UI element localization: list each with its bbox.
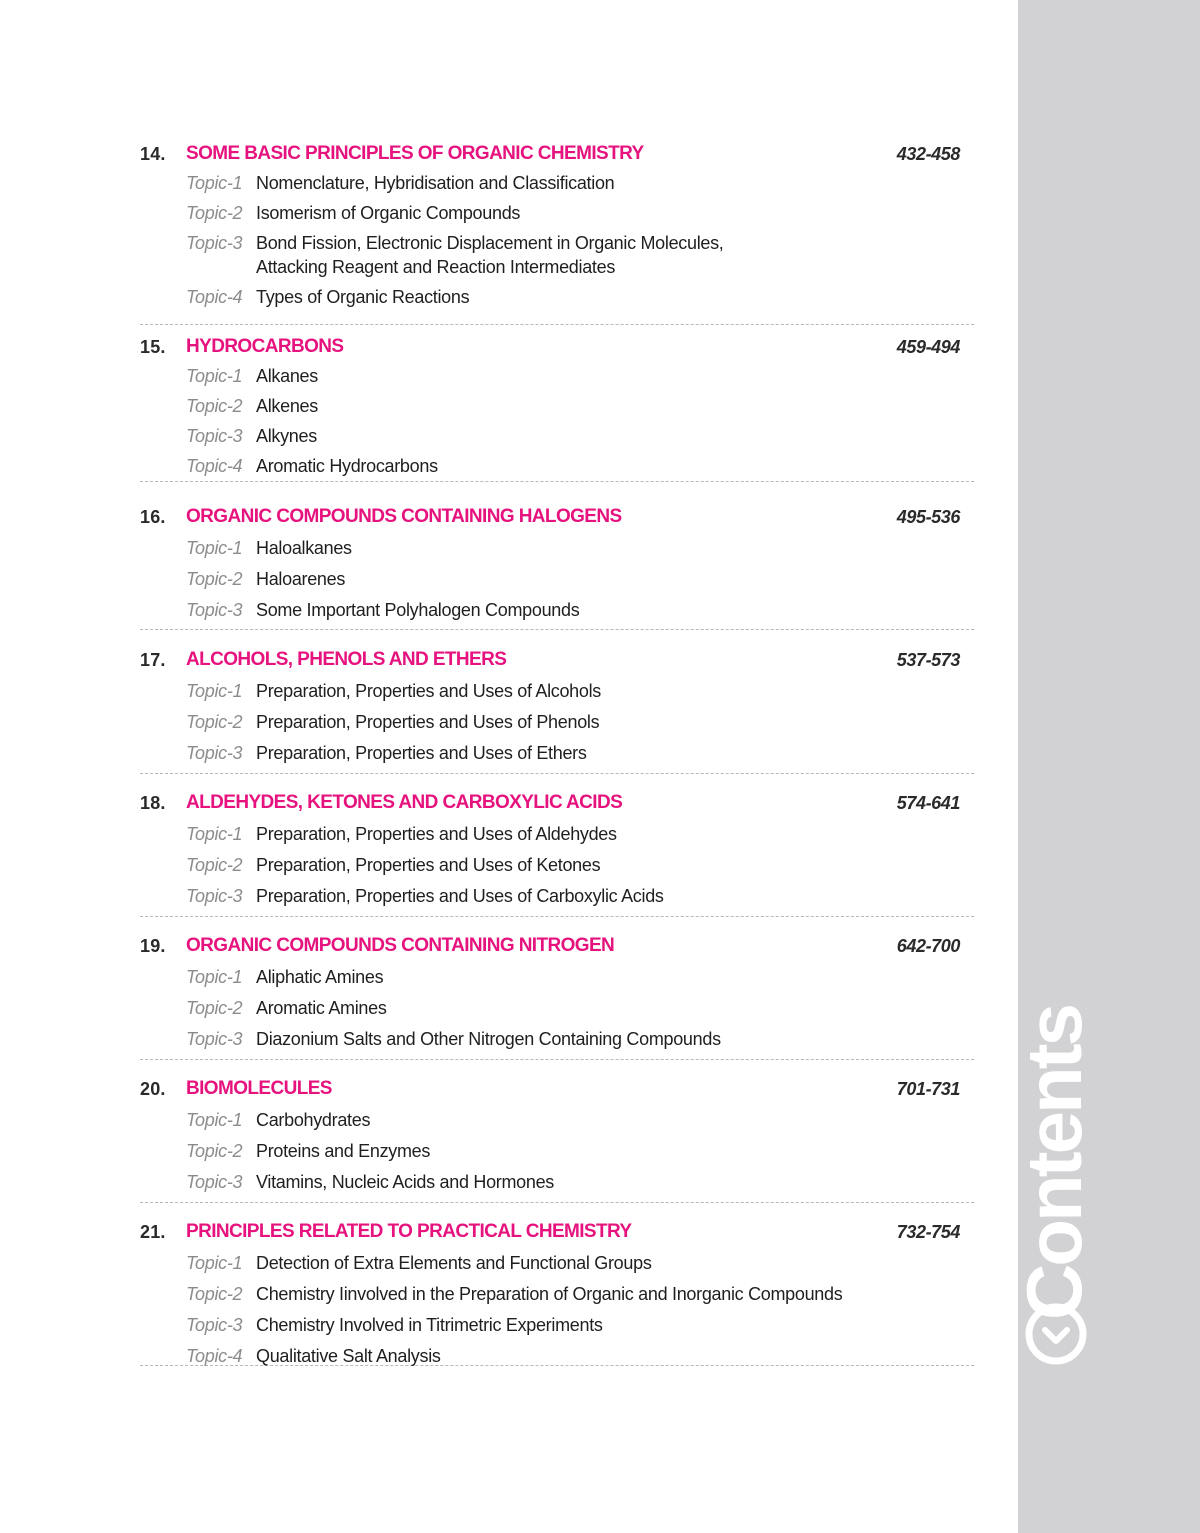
chapter-page-range: 701-731 <box>896 1079 960 1099</box>
topic-item <box>140 424 317 448</box>
chapter-page-range: 432-458 <box>896 144 960 164</box>
topic-title: Preparation, Properties and Uses of Alcohols <box>256 681 601 701</box>
chapter-entry <box>140 504 974 630</box>
chapter-header <box>140 334 974 360</box>
topic-item <box>140 1108 370 1132</box>
chapter-header <box>140 141 974 167</box>
chapter-title: BIOMOLECULES <box>186 1078 332 1099</box>
topic-title: Aromatic Amines <box>256 998 387 1018</box>
topic-title: Carbohydrates <box>256 1110 371 1130</box>
topic-label: Topic-1 <box>186 173 243 193</box>
chapter-entry <box>140 647 974 774</box>
chapter-entry <box>140 1076 974 1203</box>
topic-item <box>140 1027 721 1051</box>
topic-item <box>140 996 387 1020</box>
topic-item <box>140 1282 842 1306</box>
chapter-entry <box>140 141 974 325</box>
topic-label: Topic-2 <box>186 998 243 1018</box>
topic-title: Alkanes <box>256 366 318 386</box>
chapter-number: 18. <box>140 793 166 813</box>
chapter-header <box>140 933 974 959</box>
topic-label: Topic-3 <box>186 426 243 446</box>
topic-label: Topic-3 <box>186 743 243 763</box>
topic-title: Qualitative Salt Analysis <box>256 1346 441 1366</box>
chapter-page-range: 732-754 <box>896 1222 960 1242</box>
topic-label: Topic-3 <box>186 1315 243 1335</box>
chapter-page-range: 495-536 <box>896 507 960 527</box>
topic-label: Topic-1 <box>186 824 243 844</box>
chapter-title: ALCOHOLS, PHENOLS AND ETHERS <box>186 649 507 670</box>
topic-label: Topic-2 <box>186 712 243 732</box>
topic-title: Preparation, Properties and Uses of Ketones <box>256 855 601 875</box>
topic-item <box>140 965 383 989</box>
topic-label: Topic-4 <box>186 456 243 476</box>
topic-item <box>140 1139 430 1163</box>
chapter-entry <box>140 790 974 917</box>
topic-label: Topic-3 <box>186 233 243 253</box>
topic-label: Topic-1 <box>186 538 243 558</box>
topic-item <box>140 285 469 309</box>
topic-label: Topic-4 <box>186 1346 243 1366</box>
chapter-number: 17. <box>140 650 166 670</box>
chapter-header <box>140 1076 974 1102</box>
chapter-title: ALDEHYDES, KETONES AND CARBOXYLIC ACIDS <box>186 792 623 813</box>
chapter-header <box>140 647 974 673</box>
topic-label: Topic-1 <box>186 366 243 386</box>
topic-item <box>140 710 599 734</box>
topic-item <box>140 231 724 279</box>
topic-label: Topic-1 <box>186 967 243 987</box>
chapter-number: 14. <box>140 144 166 164</box>
topic-item <box>140 884 664 908</box>
chapter-header <box>140 1219 974 1245</box>
topic-title: Preparation, Properties and Uses of Ethers <box>256 743 587 763</box>
topic-title: Aromatic Hydrocarbons <box>256 456 438 476</box>
chapter-entry <box>140 1219 974 1366</box>
topic-title: Nomenclature, Hybridisation and Classification <box>256 173 615 193</box>
topic-label: Topic-2 <box>186 1141 243 1161</box>
topic-label: Topic-3 <box>186 1172 243 1192</box>
topic-item <box>140 853 600 877</box>
topic-title: Preparation, Properties and Uses of Aldehydes <box>256 824 617 844</box>
chapter-number: 15. <box>140 337 166 357</box>
topic-title: Haloarenes <box>256 569 346 589</box>
topic-item <box>140 1313 603 1337</box>
topic-title: Proteins and Enzymes <box>256 1141 431 1161</box>
topic-item <box>140 598 579 622</box>
topic-label: Topic-2 <box>186 855 243 875</box>
topic-label: Topic-1 <box>186 681 243 701</box>
topic-item <box>140 394 318 418</box>
topic-title: Detection of Extra Elements and Functional Groups <box>256 1253 652 1273</box>
chapter-number: 21. <box>140 1222 166 1242</box>
topic-title: Vitamins, Nucleic Acids and Hormones <box>256 1172 555 1192</box>
topic-title: Aliphatic Amines <box>256 967 384 987</box>
topic-title: Alkynes <box>256 426 317 446</box>
chapter-title: SOME BASIC PRINCIPLES OF ORGANIC CHEMISTRY <box>186 143 644 164</box>
topic-label: Topic-1 <box>186 1110 243 1130</box>
chapter-title: ORGANIC COMPOUNDS CONTAINING HALOGENS <box>186 506 622 527</box>
topic-title: Haloalkanes <box>256 538 352 558</box>
topic-item <box>140 1170 554 1194</box>
topic-label: Topic-4 <box>186 287 243 307</box>
topic-title: Preparation, Properties and Uses of Phenols <box>256 712 600 732</box>
topic-item <box>140 364 318 388</box>
chapter-number: 20. <box>140 1079 166 1099</box>
topic-item <box>140 567 345 591</box>
topic-item <box>140 201 520 225</box>
topic-label: Topic-2 <box>186 1284 243 1304</box>
chapter-title: ORGANIC COMPOUNDS CONTAINING NITROGEN <box>186 935 615 956</box>
topic-title: Bond Fission, Electronic Displacement in Organic Molecules, Attacking Reagent and Reaction Intermediates <box>256 233 724 277</box>
topic-label: Topic-2 <box>186 396 243 416</box>
chapter-page-range: 574-641 <box>896 793 960 813</box>
topic-label: Topic-3 <box>186 886 243 906</box>
topic-label: Topic-2 <box>186 203 243 223</box>
topic-title: Chemistry Involved in Titrimetric Experiments <box>256 1315 603 1335</box>
topic-title: Types of Organic Reactions <box>256 287 470 307</box>
topic-label: Topic-1 <box>186 1253 243 1273</box>
chapter-page-range: 459-494 <box>896 337 960 357</box>
topic-title: Chemistry Iinvolved in the Preparation of Organic and Inorganic Compounds <box>256 1284 843 1304</box>
topic-title: Alkenes <box>256 396 318 416</box>
topic-title: Some Important Polyhalogen Compounds <box>256 600 580 620</box>
topic-title: Diazonium Salts and Other Nitrogen Containing Compounds <box>256 1029 721 1049</box>
chapter-number: 19. <box>140 936 166 956</box>
chapter-number: 16. <box>140 507 166 527</box>
topic-label: Topic-2 <box>186 569 243 589</box>
topic-title: Preparation, Properties and Uses of Carboxylic Acids <box>256 886 664 906</box>
topic-item <box>140 741 587 765</box>
topic-item <box>140 1344 441 1368</box>
chapter-page-range: 537-573 <box>896 650 960 670</box>
topic-item <box>140 822 617 846</box>
sidebar-title: Contents <box>1010 1006 1098 1320</box>
topic-item <box>140 679 601 703</box>
chapter-header <box>140 790 974 816</box>
chevron-circle-icon <box>1025 1303 1087 1365</box>
chapter-title: HYDROCARBONS <box>186 336 344 357</box>
topic-item <box>140 171 614 195</box>
chapter-page-range: 642-700 <box>896 936 960 956</box>
topic-label: Topic-3 <box>186 1029 243 1049</box>
topic-item <box>140 536 352 560</box>
chapter-entry <box>140 933 974 1060</box>
chapter-title: PRINCIPLES RELATED TO PRACTICAL CHEMISTRY <box>186 1221 632 1242</box>
topic-label: Topic-3 <box>186 600 243 620</box>
topic-item <box>140 1251 652 1275</box>
topic-title: Isomerism of Organic Compounds <box>256 203 521 223</box>
chapter-header <box>140 504 974 530</box>
topic-item <box>140 454 438 478</box>
chapter-entry <box>140 334 974 482</box>
